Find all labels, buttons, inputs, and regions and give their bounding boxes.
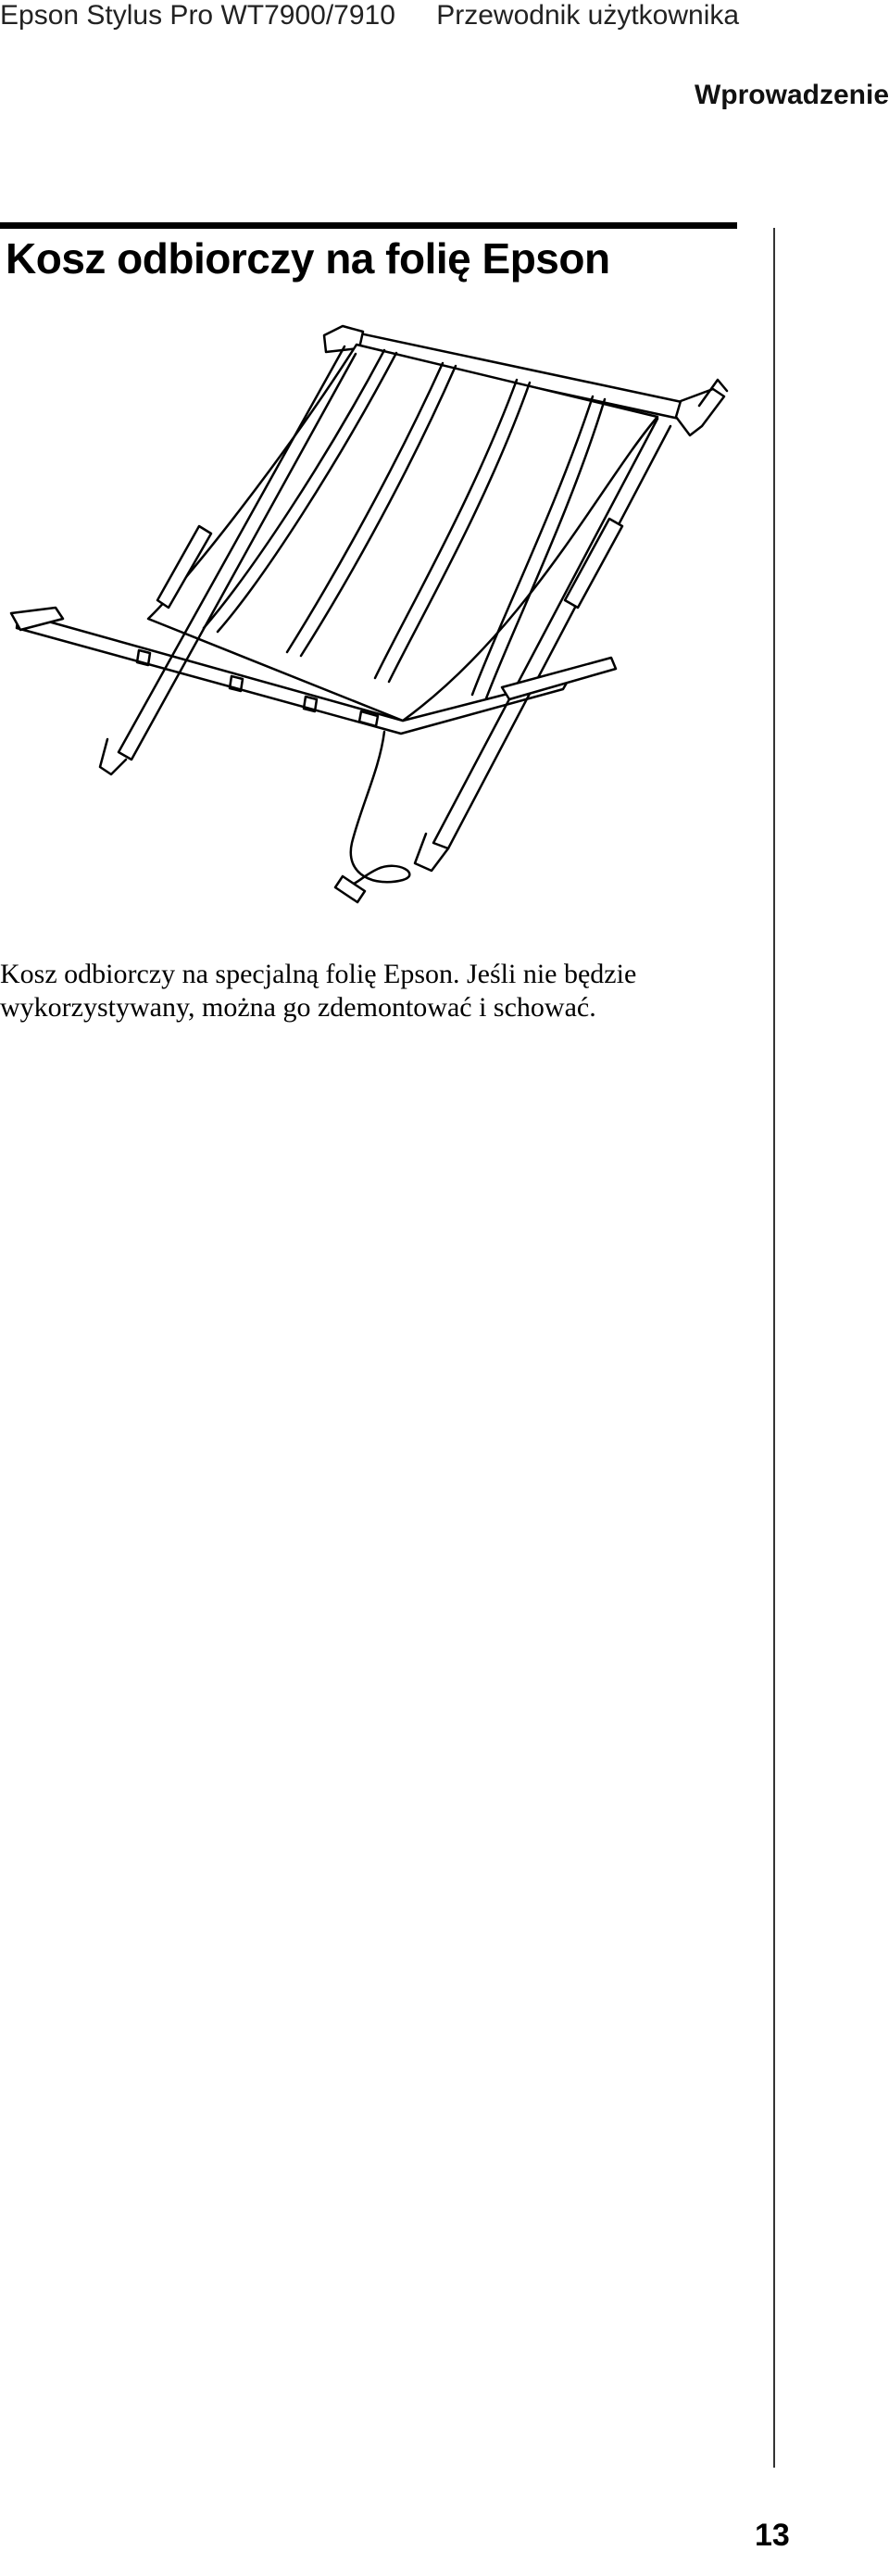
- body-paragraph: Kosz odbiorczy na specjalną folię Epson. Jeśli nie będzie wykorzystywany, można go zdemontować i schować.: [0, 959, 637, 1023]
- page-number: 13: [755, 2518, 790, 2553]
- product-name: Epson Stylus Pro WT7900/7910: [0, 0, 395, 31]
- paper-basket-illustration: [9, 324, 750, 926]
- running-header: [0, 0, 739, 31]
- section-header: Wprowadzenie: [694, 80, 889, 110]
- section-title: Kosz odbiorczy na folię Epson: [6, 234, 610, 283]
- title-rule: [0, 222, 737, 229]
- guide-title: Przewodnik użytkownika: [436, 0, 740, 31]
- column-divider: [773, 228, 775, 2468]
